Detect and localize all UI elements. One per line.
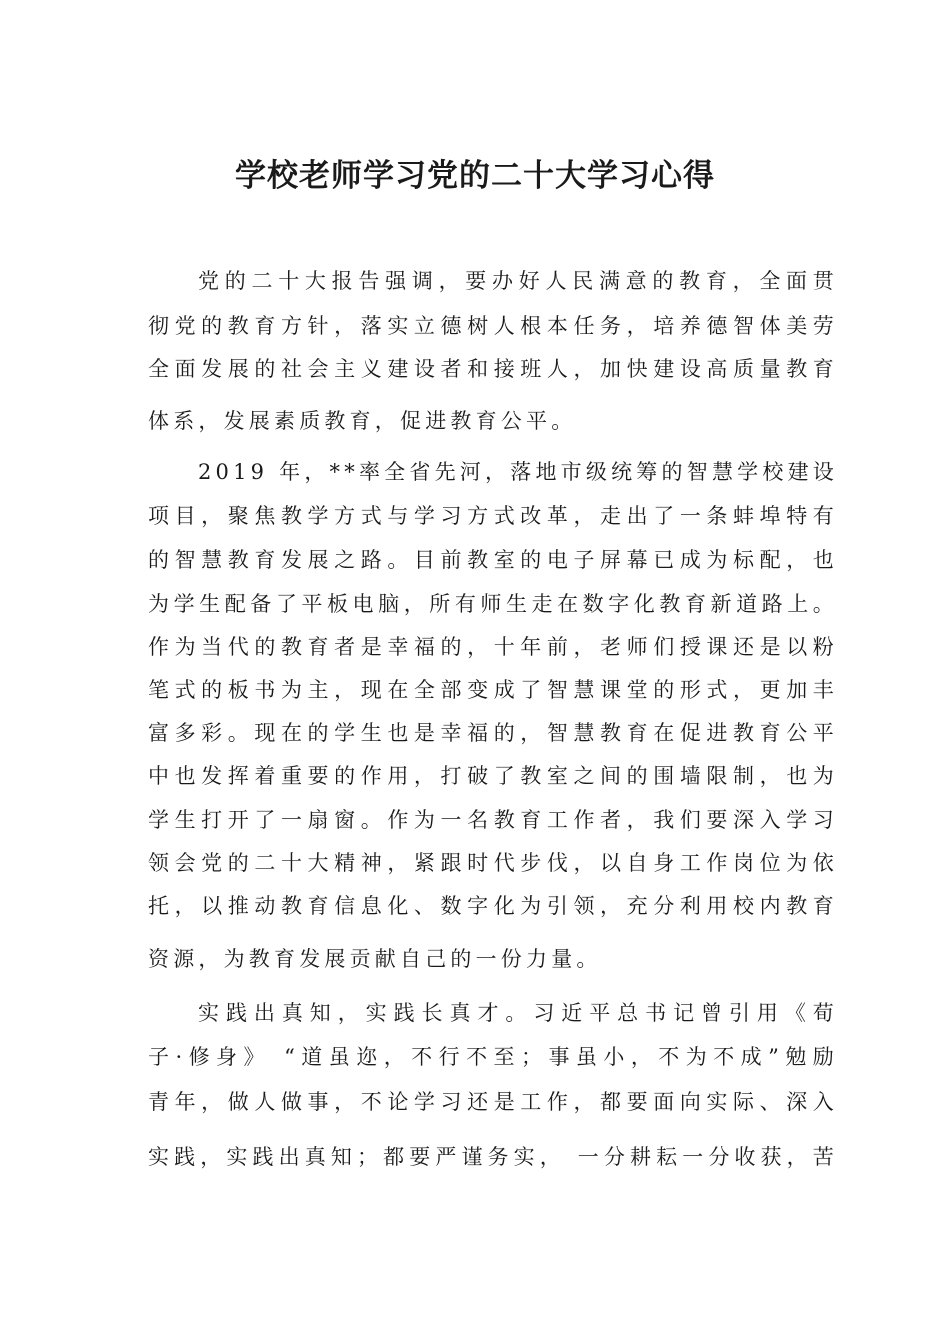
paragraph-2-line-11: 托，以推动教育信息化、数字化为引领，充分利用校内教育	[148, 894, 838, 918]
paragraph-3-line-4: 实践，实践出真知；都要严谨务实， 一分耕耘一分收获，苦	[148, 1145, 838, 1169]
document-title: 学校老师学习党的二十大学习心得	[235, 158, 715, 194]
paragraph-3-line-2: 子·修身》 “道虽迩，不行不至；事虽小，不为不成”勉励	[148, 1045, 838, 1069]
paragraph-2-line-10: 领会党的二十大精神，紧跟时代步伐，以自身工作岗位为依	[148, 851, 838, 875]
paragraph-3-line-1: 实践出真知，实践长真才。习近平总书记曾引用《荀	[198, 1001, 838, 1025]
paragraph-1-line-2: 彻党的教育方针，落实立德树人根本任务，培养德智体美劳	[148, 314, 838, 338]
paragraph-1-line-3: 全面发展的社会主义建设者和接班人，加快建设高质量教育	[148, 357, 838, 381]
paragraph-2-line-1: 2019 年，**率全省先河，落地市级统筹的智慧学校建设	[198, 460, 838, 484]
paragraph-2-line-4: 为学生配备了平板电脑，所有师生走在数字化教育新道路上。	[148, 592, 838, 616]
paragraph-2-line-3: 的智慧教育发展之路。目前教室的电子屏幕已成为标配，也	[148, 548, 838, 572]
paragraph-1-line-1: 党的二十大报告强调，要办好人民满意的教育，全面贯	[198, 269, 838, 293]
paragraph-2-line-9: 学生打开了一扇窗。作为一名教育工作者，我们要深入学习	[148, 808, 838, 832]
paragraph-2-line-7: 富多彩。现在的学生也是幸福的，智慧教育在促进教育公平	[148, 721, 838, 745]
paragraph-2-line-6: 笔式的板书为主，现在全部变成了智慧课堂的形式，更加丰	[148, 678, 838, 702]
paragraph-3-line-3: 青年，做人做事，不论学习还是工作，都要面向实际、深入	[148, 1090, 838, 1114]
paragraph-2-line-5: 作为当代的教育者是幸福的，十年前，老师们授课还是以粉	[148, 635, 838, 659]
paragraph-2-line-8: 中也发挥着重要的作用，打破了教室之间的围墙限制，也为	[148, 764, 838, 788]
paragraph-2-line-12: 资源，为教育发展贡献自己的一份力量。	[148, 947, 602, 971]
paragraph-1-line-4: 体系，发展素质教育，促进教育公平。	[148, 409, 577, 433]
paragraph-2-line-2: 项目，聚焦教学方式与学习方式改革，走出了一条蚌埠特有	[148, 504, 838, 528]
